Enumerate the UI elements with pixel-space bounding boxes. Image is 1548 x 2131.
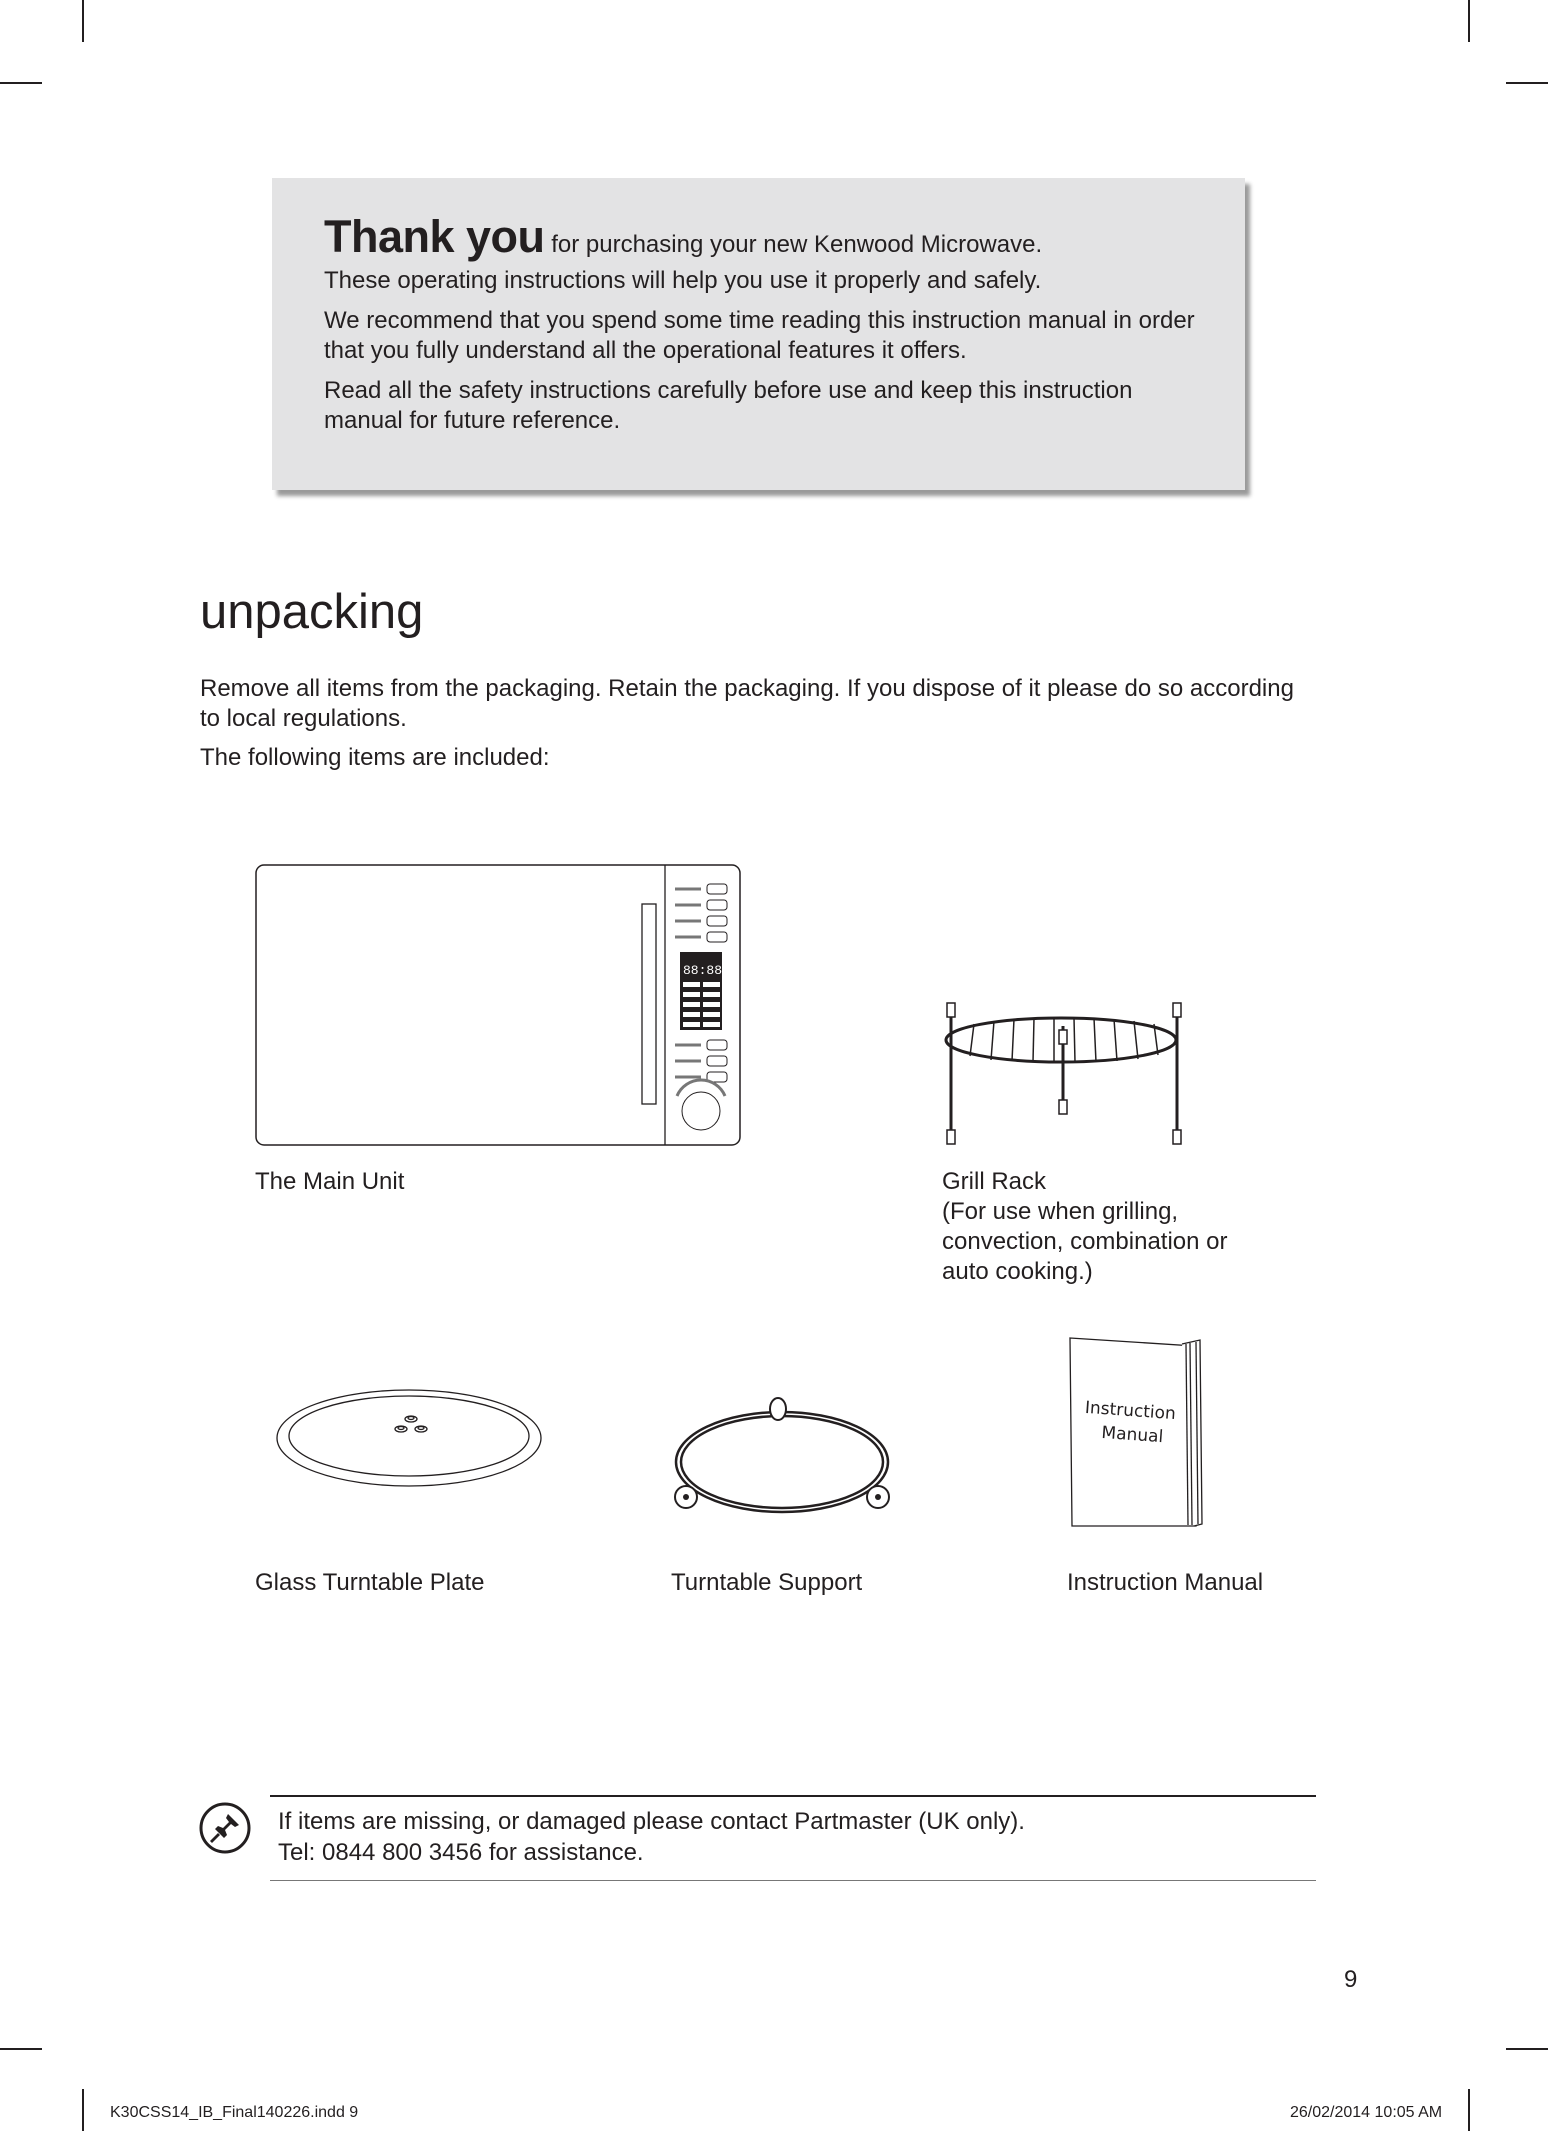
turntable-support-illustration — [671, 1396, 893, 1516]
manual-cover-title: Instruction — [1084, 1397, 1177, 1425]
crop-mark — [0, 2048, 42, 2050]
caption-turntable-support: Turntable Support — [671, 1569, 863, 1596]
grill-rack-note: (For use when grilling, convection, combination or auto cooking.) — [942, 1198, 1228, 1285]
instruction-manual-illustration — [1068, 1336, 1204, 1530]
file-slug: K30CSS14_IB_Final140226.indd 9 — [110, 2104, 359, 2121]
missing-items-note — [278, 1806, 1025, 1868]
date-slug: 26/02/2014 10:05 AM — [1290, 2104, 1443, 2121]
glass-plate-illustration — [275, 1388, 543, 1488]
section-title-unpacking: unpacking — [200, 585, 424, 639]
microwave-illustration — [255, 864, 741, 1146]
display-digits: 88:88 — [683, 963, 723, 978]
caption-instruction-manual: Instruction Manual — [1067, 1569, 1264, 1596]
crop-mark — [1506, 2048, 1548, 2050]
thank-you-text — [324, 211, 1204, 446]
caption-glass-plate: Glass Turntable Plate — [255, 1569, 485, 1596]
pushpin-icon — [198, 1801, 252, 1855]
grill-rack-title: Grill Rack — [942, 1168, 1047, 1195]
crop-mark — [1468, 2089, 1470, 2131]
note-bottom-rule — [270, 1880, 1316, 1881]
intro-line-2: These operating instructions will help you use it properly and safely. — [324, 267, 1042, 294]
note-line-2: Tel: 0844 800 3456 for assistance. — [278, 1839, 644, 1866]
crop-mark — [0, 82, 42, 84]
note-line-1: If items are missing, or damaged please contact Partmaster (UK only). — [278, 1808, 1025, 1835]
unpacking-paragraph: Remove all items from the packaging. Retain the packaging. If you dispose of it please do so according to local regulations. — [200, 675, 1294, 732]
thank-you-panel — [272, 178, 1245, 490]
manual-cover-subtitle: Manual — [1100, 1422, 1164, 1448]
intro-line-1: for purchasing your new Kenwood Microwave. — [544, 231, 1043, 258]
crop-mark — [82, 0, 84, 42]
included-items-intro: The following items are included: — [200, 744, 550, 771]
crop-mark — [1468, 0, 1470, 42]
intro-line-3: We recommend that you spend some time reading this instruction manual in order that you fully understand all the operational features it offers. — [324, 307, 1195, 364]
caption-main-unit: The Main Unit — [255, 1168, 405, 1195]
intro-line-4: Read all the safety instructions carefully before use and keep this instruction manual for future reference. — [324, 377, 1133, 434]
note-top-rule — [270, 1795, 1316, 1797]
crop-mark — [82, 2089, 84, 2131]
thank-you-heading: Thank you — [324, 211, 545, 262]
crop-mark — [1506, 82, 1548, 84]
grill-rack-illustration — [934, 1000, 1188, 1150]
page-number: 9 — [1344, 1966, 1358, 1993]
caption-grill-rack — [942, 1167, 1272, 1287]
